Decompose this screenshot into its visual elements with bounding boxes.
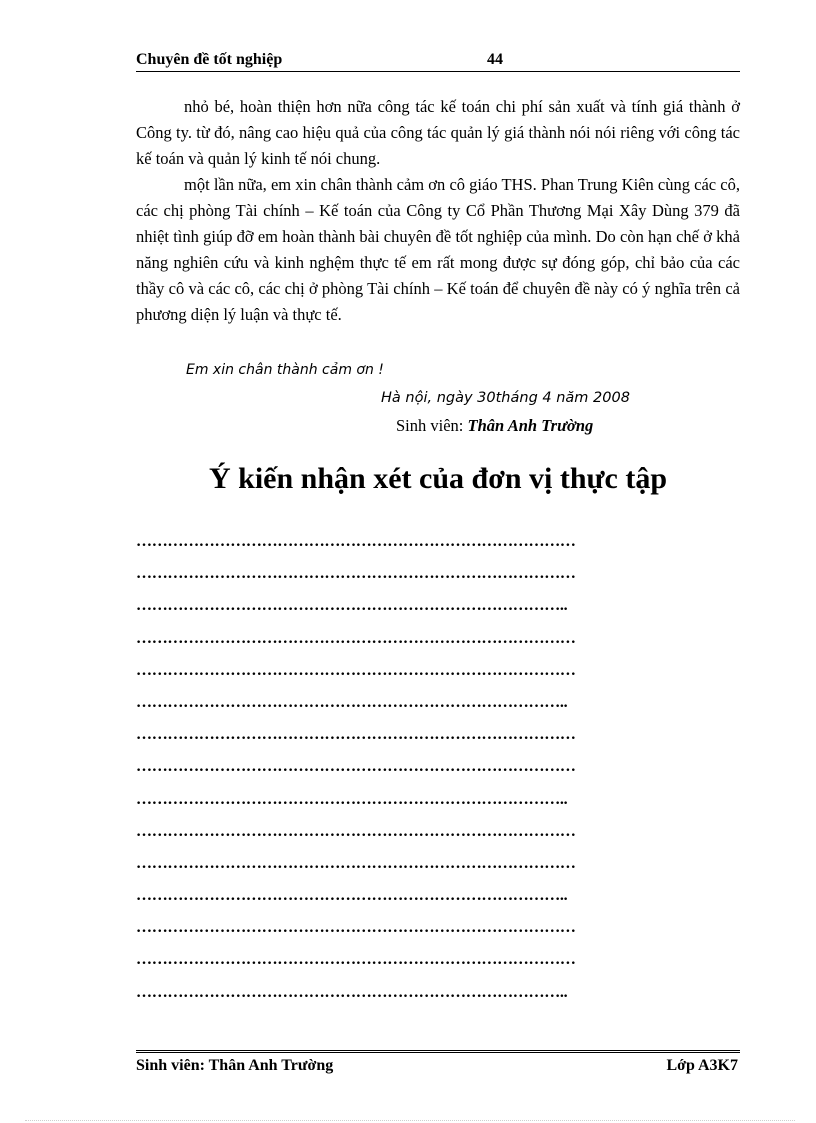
- date-line: Hà nội, ngày 30tháng 4 năm 2008: [381, 390, 630, 406]
- dot-line: ………………………………………………………………………..: [136, 887, 568, 905]
- dot-line: ………………………………………………………………………..: [136, 790, 568, 808]
- signer-name: Thân Anh Trường: [467, 416, 594, 435]
- page-edge-divider: [25, 1120, 795, 1121]
- dot-line: …………………………………………………………………………: [136, 533, 576, 550]
- page-number: 44: [487, 51, 503, 68]
- body-text: [136, 94, 740, 328]
- thanks-line: Em xin chân thành cảm ơn !: [186, 362, 384, 378]
- dot-line: …………………………………………………………………………: [136, 822, 576, 840]
- dot-line: …………………………………………………………………………: [136, 565, 576, 583]
- dot-line: …………………………………………………………………………: [136, 854, 576, 872]
- dot-line: …………………………………………………………………………: [136, 951, 576, 969]
- section-title: Ý kiến nhận xét của đơn vị thực tập: [208, 462, 668, 495]
- paragraph-1: nhỏ bé, hoàn thiện hơn nữa công tác kế toán chi phí sản xuất và tính giá thành ở Công ty. từ đó, nâng cao hiệu quả của công tác quản lý giá thành nói nói riêng với công tác kế toán và quản lý kinh tế nói chung.: [136, 97, 740, 168]
- signer-label: Sinh viên:: [396, 416, 464, 435]
- dot-line: …………………………………………………………………………: [136, 758, 576, 776]
- signature-block: [396, 416, 593, 436]
- dot-line: ………………………………………………………………………..: [136, 983, 568, 1001]
- dot-line: …………………………………………………………………………: [136, 919, 576, 937]
- dot-line: …………………………………………………………………………: [136, 726, 576, 744]
- header-title: Chuyên đề tốt nghiệp: [136, 51, 283, 68]
- dot-line: …………………………………………………………………………: [136, 629, 576, 647]
- dot-line: …………………………………………………………………………: [136, 661, 576, 679]
- dot-line: ………………………………………………………………………..: [136, 693, 568, 711]
- paragraph-2: một lần nữa, em xin chân thành cảm ơn cô giáo THS. Phan Trung Kiên cùng các cô, các chị phòng Tài chính – Kế toán của Công ty Cổ Phần Thương Mại Xây Dùng 379 đã nhiệt tình giúp đỡ em hoàn thành bài chuyên đề tốt nghiệp của mình. Do còn hạn chế ở khả năng nghiên cứu và kinh nghệm thực tế em rất mong được sự đóng góp, chỉ bảo của các thầy cô và các cô, các chị ở phòng Tài chính – Kế toán để chuyên đề này có ý nghĩa trên cả phương diện lý luận và thực tế.: [136, 175, 740, 324]
- footer-student: Sinh viên: Thân Anh Trường: [136, 1057, 334, 1074]
- footer-class: Lớp A3K7: [666, 1057, 738, 1074]
- comment-dot-lines: [136, 526, 740, 1009]
- dot-line: ………………………………………………………………………..: [136, 597, 568, 615]
- page-footer: [136, 1050, 740, 1074]
- page-header: [136, 49, 740, 72]
